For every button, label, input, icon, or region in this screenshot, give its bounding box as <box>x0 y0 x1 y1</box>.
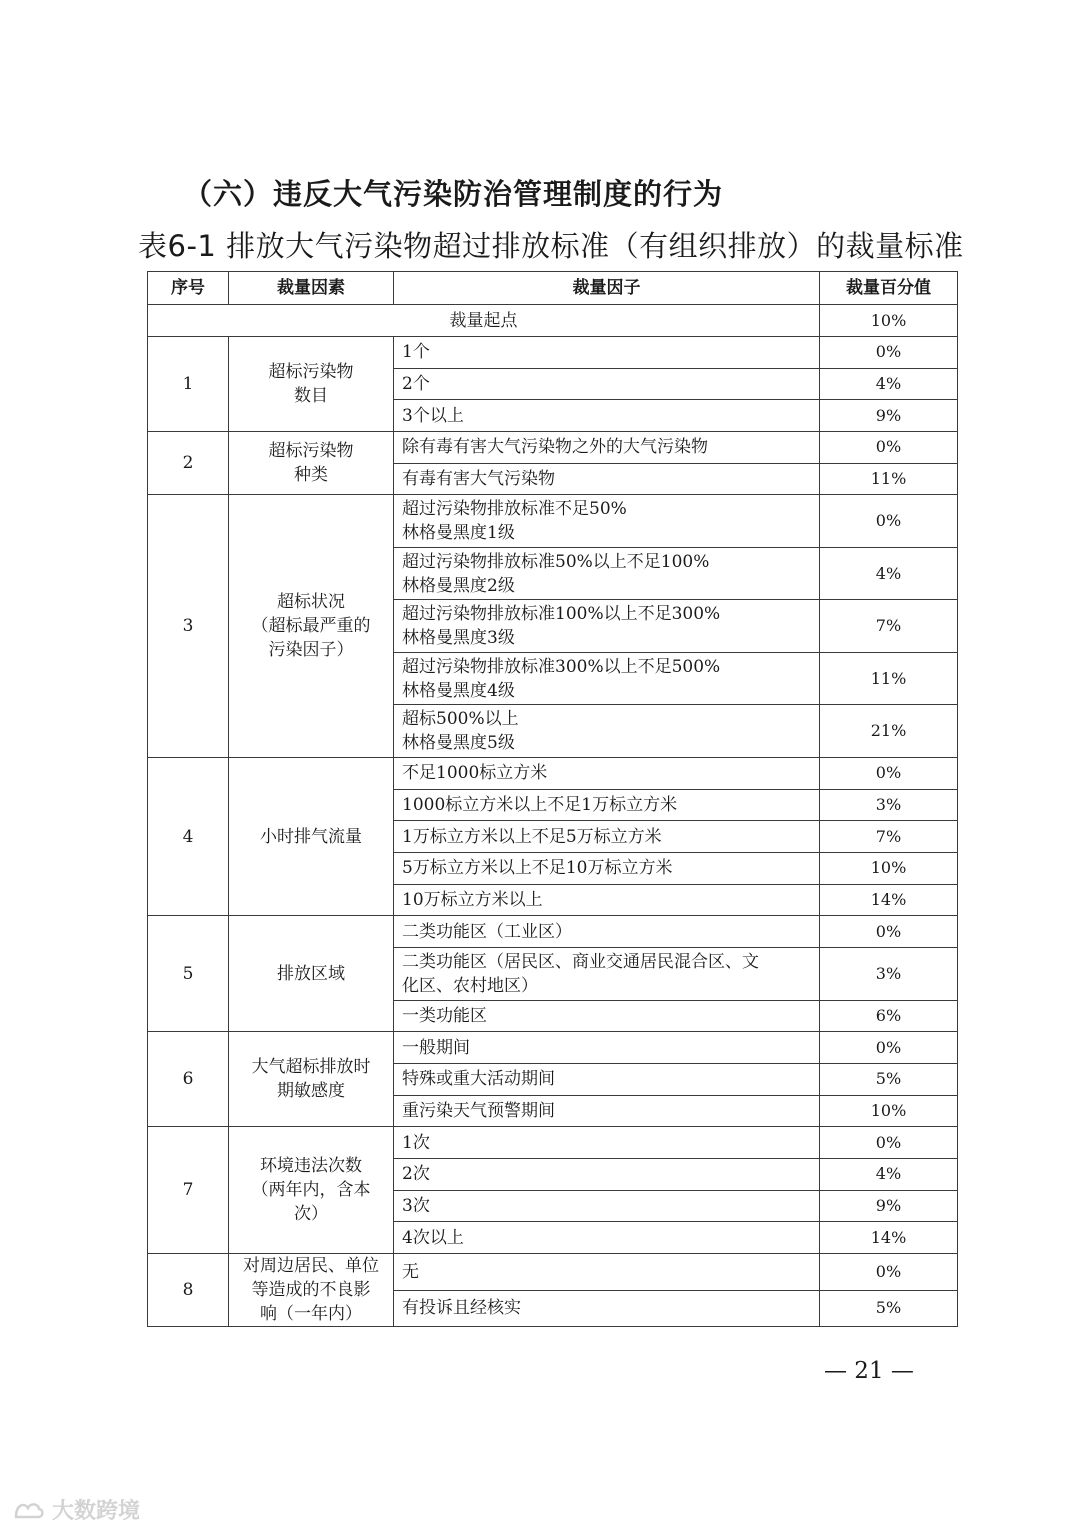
criterion-line: 2个 <box>402 374 430 395</box>
criterion-cell <box>394 1222 820 1254</box>
percentage-cell: 21% <box>820 705 958 758</box>
criterion-line: 除有毒有害大气污染物之外的大气污染物 <box>402 437 708 458</box>
criterion-line: 林格曼黑度5级 <box>402 733 515 754</box>
percentage-cell: 3% <box>820 789 958 821</box>
percentage-cell: 4% <box>820 547 958 600</box>
factor-line: 对周边居民、单位 <box>243 1256 379 1277</box>
row-number: 4 <box>148 757 229 915</box>
header-factor: 裁量因素 <box>229 272 394 305</box>
factor-line: 排放区域 <box>277 963 345 984</box>
start-value: 10% <box>820 305 958 337</box>
criterion-cell <box>394 1063 820 1095</box>
percentage-cell: 0% <box>820 1254 958 1291</box>
percentage-cell: 9% <box>820 400 958 432</box>
percentage-cell: 10% <box>820 1095 958 1127</box>
row-number: 5 <box>148 916 229 1032</box>
factor-line: 响（一年内） <box>260 1304 362 1325</box>
watermark-text: 大数跨境 <box>52 1499 141 1524</box>
criterion-cell <box>394 821 820 853</box>
criterion-line: 2次 <box>402 1164 430 1185</box>
table-row <box>148 1127 958 1159</box>
criterion-cell <box>394 757 820 789</box>
factor-line: 种类 <box>294 465 328 486</box>
criterion-line: 10万标立方米以上 <box>402 890 543 911</box>
table-caption: 表6-1 排放大气污染物超过排放标准（有组织排放）的裁量标准 <box>138 229 964 263</box>
criterion-cell <box>394 432 820 464</box>
criterion-cell <box>394 1127 820 1159</box>
table-row <box>148 432 958 464</box>
criterion-line: 3次 <box>402 1196 430 1217</box>
percentage-cell: 0% <box>820 757 958 789</box>
criterion-line: 1个 <box>402 342 430 363</box>
header-criterion: 裁量因子 <box>394 272 820 305</box>
percentage-cell: 0% <box>820 916 958 948</box>
criterion-cell <box>394 1095 820 1127</box>
percentage-cell: 3% <box>820 948 958 1001</box>
row-number: 8 <box>148 1254 229 1327</box>
percentage-cell: 9% <box>820 1190 958 1222</box>
start-label: 裁量起点 <box>148 305 820 337</box>
criterion-cell <box>394 1000 820 1032</box>
penalty-standard-table <box>147 271 958 1327</box>
table-row <box>148 337 958 369</box>
factor-line: 小时排气流量 <box>260 826 362 847</box>
criterion-line: 超过污染物排放标准300%以上不足500% <box>402 656 721 677</box>
criterion-line: 无 <box>402 1261 419 1282</box>
criterion-cell <box>394 1254 820 1291</box>
percentage-cell: 7% <box>820 821 958 853</box>
criterion-cell <box>394 400 820 432</box>
watermark <box>12 1494 140 1525</box>
criterion-line: 林格曼黑度2级 <box>402 575 515 596</box>
criterion-line: 超标500%以上 <box>402 709 519 730</box>
criterion-cell <box>394 705 820 758</box>
page-number: — 21 — <box>824 1358 914 1384</box>
criterion-cell <box>394 916 820 948</box>
factor-cell <box>229 1032 394 1127</box>
factor-line: 等造成的不良影 <box>251 1280 371 1301</box>
factor-line: 超标状况 <box>277 592 345 613</box>
criterion-line: 超过污染物排放标准不足50% <box>402 499 627 520</box>
criterion-cell <box>394 853 820 885</box>
start-row <box>148 305 958 337</box>
factor-line: 超标污染物 <box>268 362 354 383</box>
row-number: 3 <box>148 495 229 758</box>
factor-cell <box>229 337 394 432</box>
criterion-cell <box>394 463 820 495</box>
criterion-cell <box>394 600 820 653</box>
header-percentage: 裁量百分值 <box>820 272 958 305</box>
percentage-cell: 5% <box>820 1063 958 1095</box>
criterion-line: 化区、农村地区） <box>402 975 538 996</box>
table-row <box>148 1032 958 1064</box>
table-row <box>148 916 958 948</box>
criterion-cell <box>394 547 820 600</box>
criterion-cell <box>394 948 820 1001</box>
factor-cell <box>229 1254 394 1327</box>
criterion-cell <box>394 652 820 705</box>
criterion-line: 二类功能区（工业区） <box>402 921 572 942</box>
table-row <box>148 757 958 789</box>
criterion-line: 超过污染物排放标准50%以上不足100% <box>402 551 710 572</box>
criterion-cell <box>394 1290 820 1327</box>
criterion-line: 二类功能区（居民区、商业交通居民混合区、文 <box>402 951 759 972</box>
criterion-line: 4次以上 <box>402 1227 464 1248</box>
criterion-cell <box>394 1190 820 1222</box>
criterion-line: 一类功能区 <box>402 1005 487 1026</box>
criterion-cell <box>394 495 820 548</box>
percentage-cell: 14% <box>820 884 958 916</box>
table-header-row <box>148 272 958 305</box>
factor-cell <box>229 495 394 758</box>
table-row <box>148 1254 958 1291</box>
factor-line: 环境违法次数 <box>260 1156 362 1177</box>
watermark-logo-icon <box>12 1499 46 1521</box>
row-number: 6 <box>148 1032 229 1127</box>
percentage-cell: 0% <box>820 495 958 548</box>
percentage-cell: 0% <box>820 1127 958 1159</box>
percentage-cell: 4% <box>820 1159 958 1191</box>
criterion-line: 1000标立方米以上不足1万标立方米 <box>402 794 678 815</box>
criterion-line: 超过污染物排放标准100%以上不足300% <box>402 604 721 625</box>
section-heading: （六）违反大气污染防治管理制度的行为 <box>183 177 724 211</box>
percentage-cell: 0% <box>820 337 958 369</box>
percentage-cell: 11% <box>820 652 958 705</box>
percentage-cell: 10% <box>820 853 958 885</box>
percentage-cell: 4% <box>820 368 958 400</box>
percentage-cell: 5% <box>820 1290 958 1327</box>
factor-line: 大气超标排放时 <box>251 1057 371 1078</box>
table-row <box>148 495 958 548</box>
factor-cell <box>229 757 394 915</box>
criterion-line: 有投诉且经核实 <box>402 1298 521 1319</box>
row-number: 1 <box>148 337 229 432</box>
criterion-cell <box>394 789 820 821</box>
criterion-line: 1万标立方米以上不足5万标立方米 <box>402 826 662 847</box>
percentage-cell: 7% <box>820 600 958 653</box>
row-number: 7 <box>148 1127 229 1254</box>
criterion-cell <box>394 1032 820 1064</box>
criterion-line: 3个以上 <box>402 405 464 426</box>
factor-line: 污染因子） <box>268 640 354 661</box>
criterion-cell <box>394 337 820 369</box>
criterion-line: 重污染天气预警期间 <box>402 1100 555 1121</box>
criterion-cell <box>394 884 820 916</box>
criterion-line: 有毒有害大气污染物 <box>402 469 555 490</box>
percentage-cell: 0% <box>820 1032 958 1064</box>
factor-cell <box>229 1127 394 1254</box>
row-number: 2 <box>148 432 229 495</box>
factor-line: 次） <box>294 1204 328 1225</box>
percentage-cell: 14% <box>820 1222 958 1254</box>
criterion-line: 5万标立方米以上不足10万标立方米 <box>402 858 673 879</box>
factor-line: 数目 <box>294 386 328 407</box>
factor-line: （超标最严重的 <box>251 616 371 637</box>
criterion-cell <box>394 1159 820 1191</box>
criterion-line: 1次 <box>402 1132 430 1153</box>
percentage-cell: 11% <box>820 463 958 495</box>
percentage-cell: 0% <box>820 432 958 464</box>
criterion-line: 特殊或重大活动期间 <box>402 1069 555 1090</box>
factor-line: 期敏感度 <box>277 1081 345 1102</box>
percentage-cell: 6% <box>820 1000 958 1032</box>
factor-cell <box>229 916 394 1032</box>
criterion-line: 一般期间 <box>402 1037 470 1058</box>
criterion-line: 林格曼黑度1级 <box>402 523 515 544</box>
factor-cell <box>229 432 394 495</box>
criterion-line: 不足1000标立方米 <box>402 763 548 784</box>
criterion-cell <box>394 368 820 400</box>
header-no: 序号 <box>148 272 229 305</box>
criterion-line: 林格曼黑度3级 <box>402 628 515 649</box>
criterion-line: 林格曼黑度4级 <box>402 680 515 701</box>
factor-line: （两年内，含本 <box>251 1180 371 1201</box>
factor-line: 超标污染物 <box>268 441 354 462</box>
